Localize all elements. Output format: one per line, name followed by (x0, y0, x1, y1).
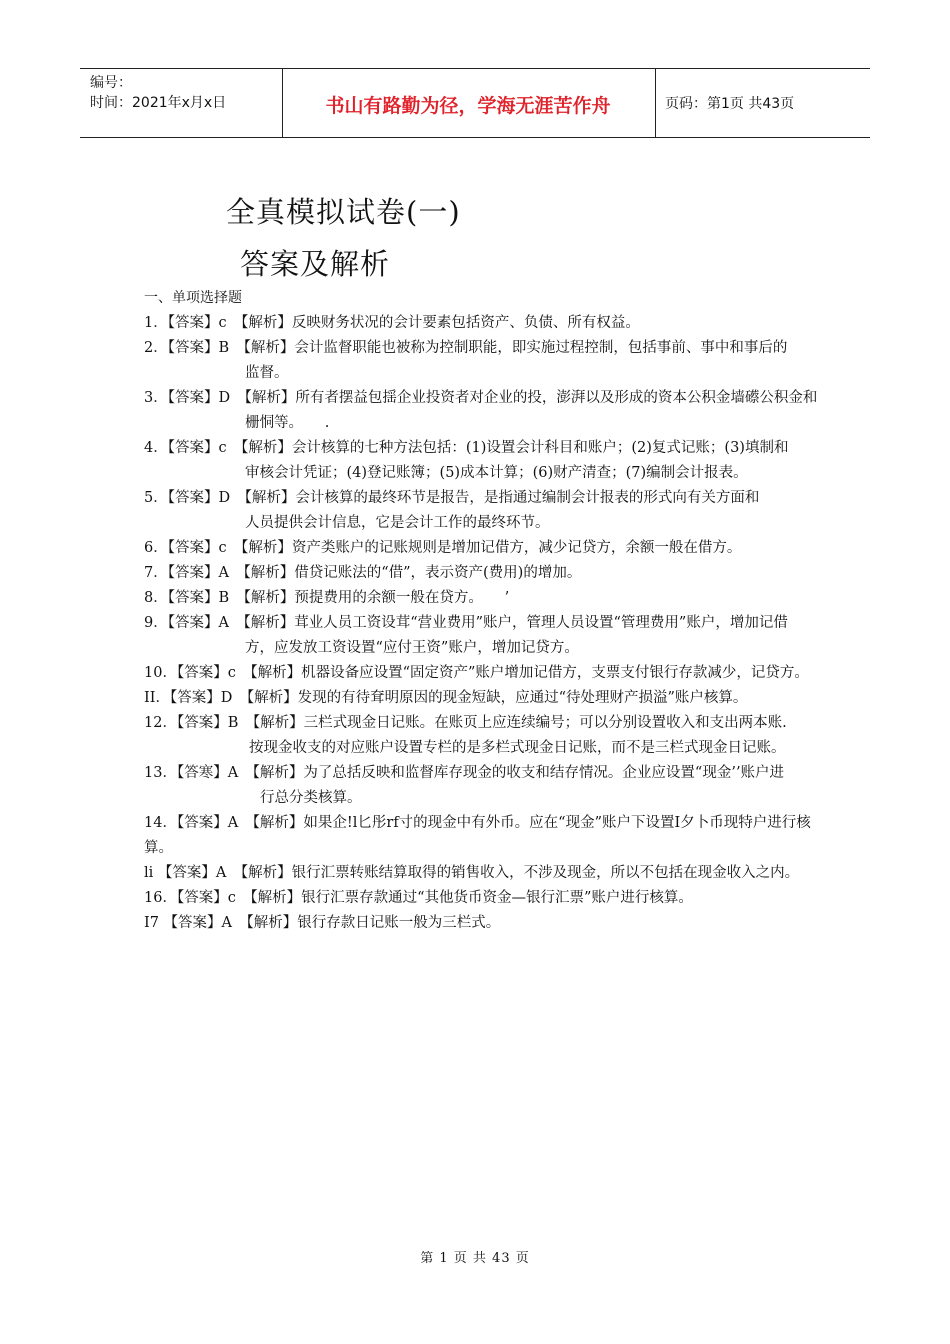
answer-text: 1．【答案】c 【解析】反映财务状况的会计要素包括资产、负债、所有权益。 (144, 315, 640, 331)
answer-text: 12．【答案】B 【解析】三栏式现金日记账。在账页上应连续编号；可以分别设置收入和支出两本账. (144, 715, 787, 731)
header-divider (655, 69, 656, 137)
answer-text: 16．【答案】c 【解析】银行汇票存款通过“其他货币资金—银行汇票”账户进行核算。 (144, 890, 693, 906)
document-header (80, 68, 870, 138)
answer-item (144, 386, 824, 436)
answer-text: 6．【答案】c 【解析】资产类账户的记账规则是增加记借方，减少记贷方，余额一般在借方。 (144, 540, 742, 556)
answer-item (144, 711, 824, 761)
header-meta (90, 73, 226, 113)
answer-item (144, 686, 824, 711)
answer-item (144, 536, 824, 561)
answer-text: 13．【答寒】A 【解析】为了总括反映和监督库存现金的收支和结存情况。企业应设置“现金’’账户进 (144, 765, 785, 781)
answer-text: 10．【答案】c 【解析】机器设备应设置“固定资产”账户增加记借方，支票支付银行存款减少，记贷方。 (144, 665, 809, 681)
answer-text: 2．【答案】B 【解析】会计监督职能也被称为控制职能，即实施过程控制，包括事前、事中和事后的 (144, 340, 788, 356)
answer-item (144, 311, 824, 336)
time-label: 时间：2021年x月x日 (90, 95, 227, 111)
answer-text: 3．【答案】D 【解析】所有者摆益包揺企业投资者对企业的投，澎湃以及形成的资本公积金墙礤公积金和 (144, 390, 818, 406)
answer-item (144, 911, 824, 936)
answer-item (144, 436, 824, 486)
answer-item (144, 661, 824, 686)
answer-text: 14．【答案】A 【解析】如果企!l匕彤rf寸的现金中有外币。应在“现金”账户下设置I夕卜币现特户进行核算。 (144, 815, 811, 856)
answer-text: 9．【答案】A 【解析】茸业人员工资设茸“营业费用”账户，管理人员设置“管理费用”账户，增加记借 (144, 615, 788, 631)
answer-text: 5．【答案】D 【解析】会计核算的最终环节是报告，是指通过编制会计报表的形式向有关方面和 (144, 490, 760, 506)
answer-continuation: 按现金收支的对应账户设置专栏的是多栏式现金日记账，而不是三栏式现金日记账。 (249, 740, 786, 756)
answer-item (144, 761, 824, 811)
answer-continuation: 栅恫等。 . (245, 415, 330, 431)
page-subtitle: 答案及解析 (240, 247, 391, 281)
answer-continuation: 人员提供会计信息，它是会计工作的最终环节。 (245, 515, 550, 531)
answer-continuation: 方，应发放工资设置“应付王资”账户，增加记贷方。 (245, 640, 579, 656)
answer-text: I7 【答案】A 【解析】银行存款日记账一般为三栏式。 (144, 915, 501, 931)
page-footer: 第 1 页 共 43 页 (420, 1251, 530, 1266)
header-page-info: 页码：第1页 共43页 (665, 96, 795, 112)
answer-list (144, 311, 824, 936)
answer-item (144, 336, 824, 386)
answer-text: 8．【答案】B 【解析】预提费用的余额一般在贷方。 ’ (144, 590, 510, 606)
answer-item (144, 561, 824, 586)
answer-item (144, 861, 824, 886)
answer-text: 4．【答案】c 【解析】会计核算的七种方法包括：(1)设置会计科目和账户；(2)复式记账；(3)填制和 (144, 440, 789, 456)
answer-text: II．【答案】D 【解析】发现的有待耷明原因的现金短缺，应通过“待处理财产损溢”账户核算。 (144, 690, 748, 706)
page-title: 全真模拟试卷(一) (226, 195, 461, 229)
answer-continuation: 审核会计凭证；(4)登记账簿；(5)成本计算；(6)财产清查；(7)编制会计报表。 (245, 465, 748, 481)
section-title: 一、单项选择题 (144, 290, 242, 306)
answer-item (144, 586, 824, 611)
answer-item (144, 611, 824, 661)
answer-text: li 【答案】A 【解析】银行汇票转账结算取得的销售收入，不涉及现金，所以不包括在现金收入之内。 (144, 865, 800, 881)
answer-item (144, 886, 824, 911)
answer-item (144, 811, 824, 861)
answer-continuation: 监督。 (245, 365, 289, 381)
answer-continuation: 行总分类核算。 (260, 790, 362, 806)
answer-item (144, 486, 824, 536)
code-label: 编号： (90, 75, 132, 91)
answer-text: 7．【答案】A 【解析】借贷记账法的“借”，表示资产(费用)的增加。 (144, 565, 582, 581)
header-motto: 书山有路勤为径，学海无涯苦作舟 (325, 95, 611, 117)
